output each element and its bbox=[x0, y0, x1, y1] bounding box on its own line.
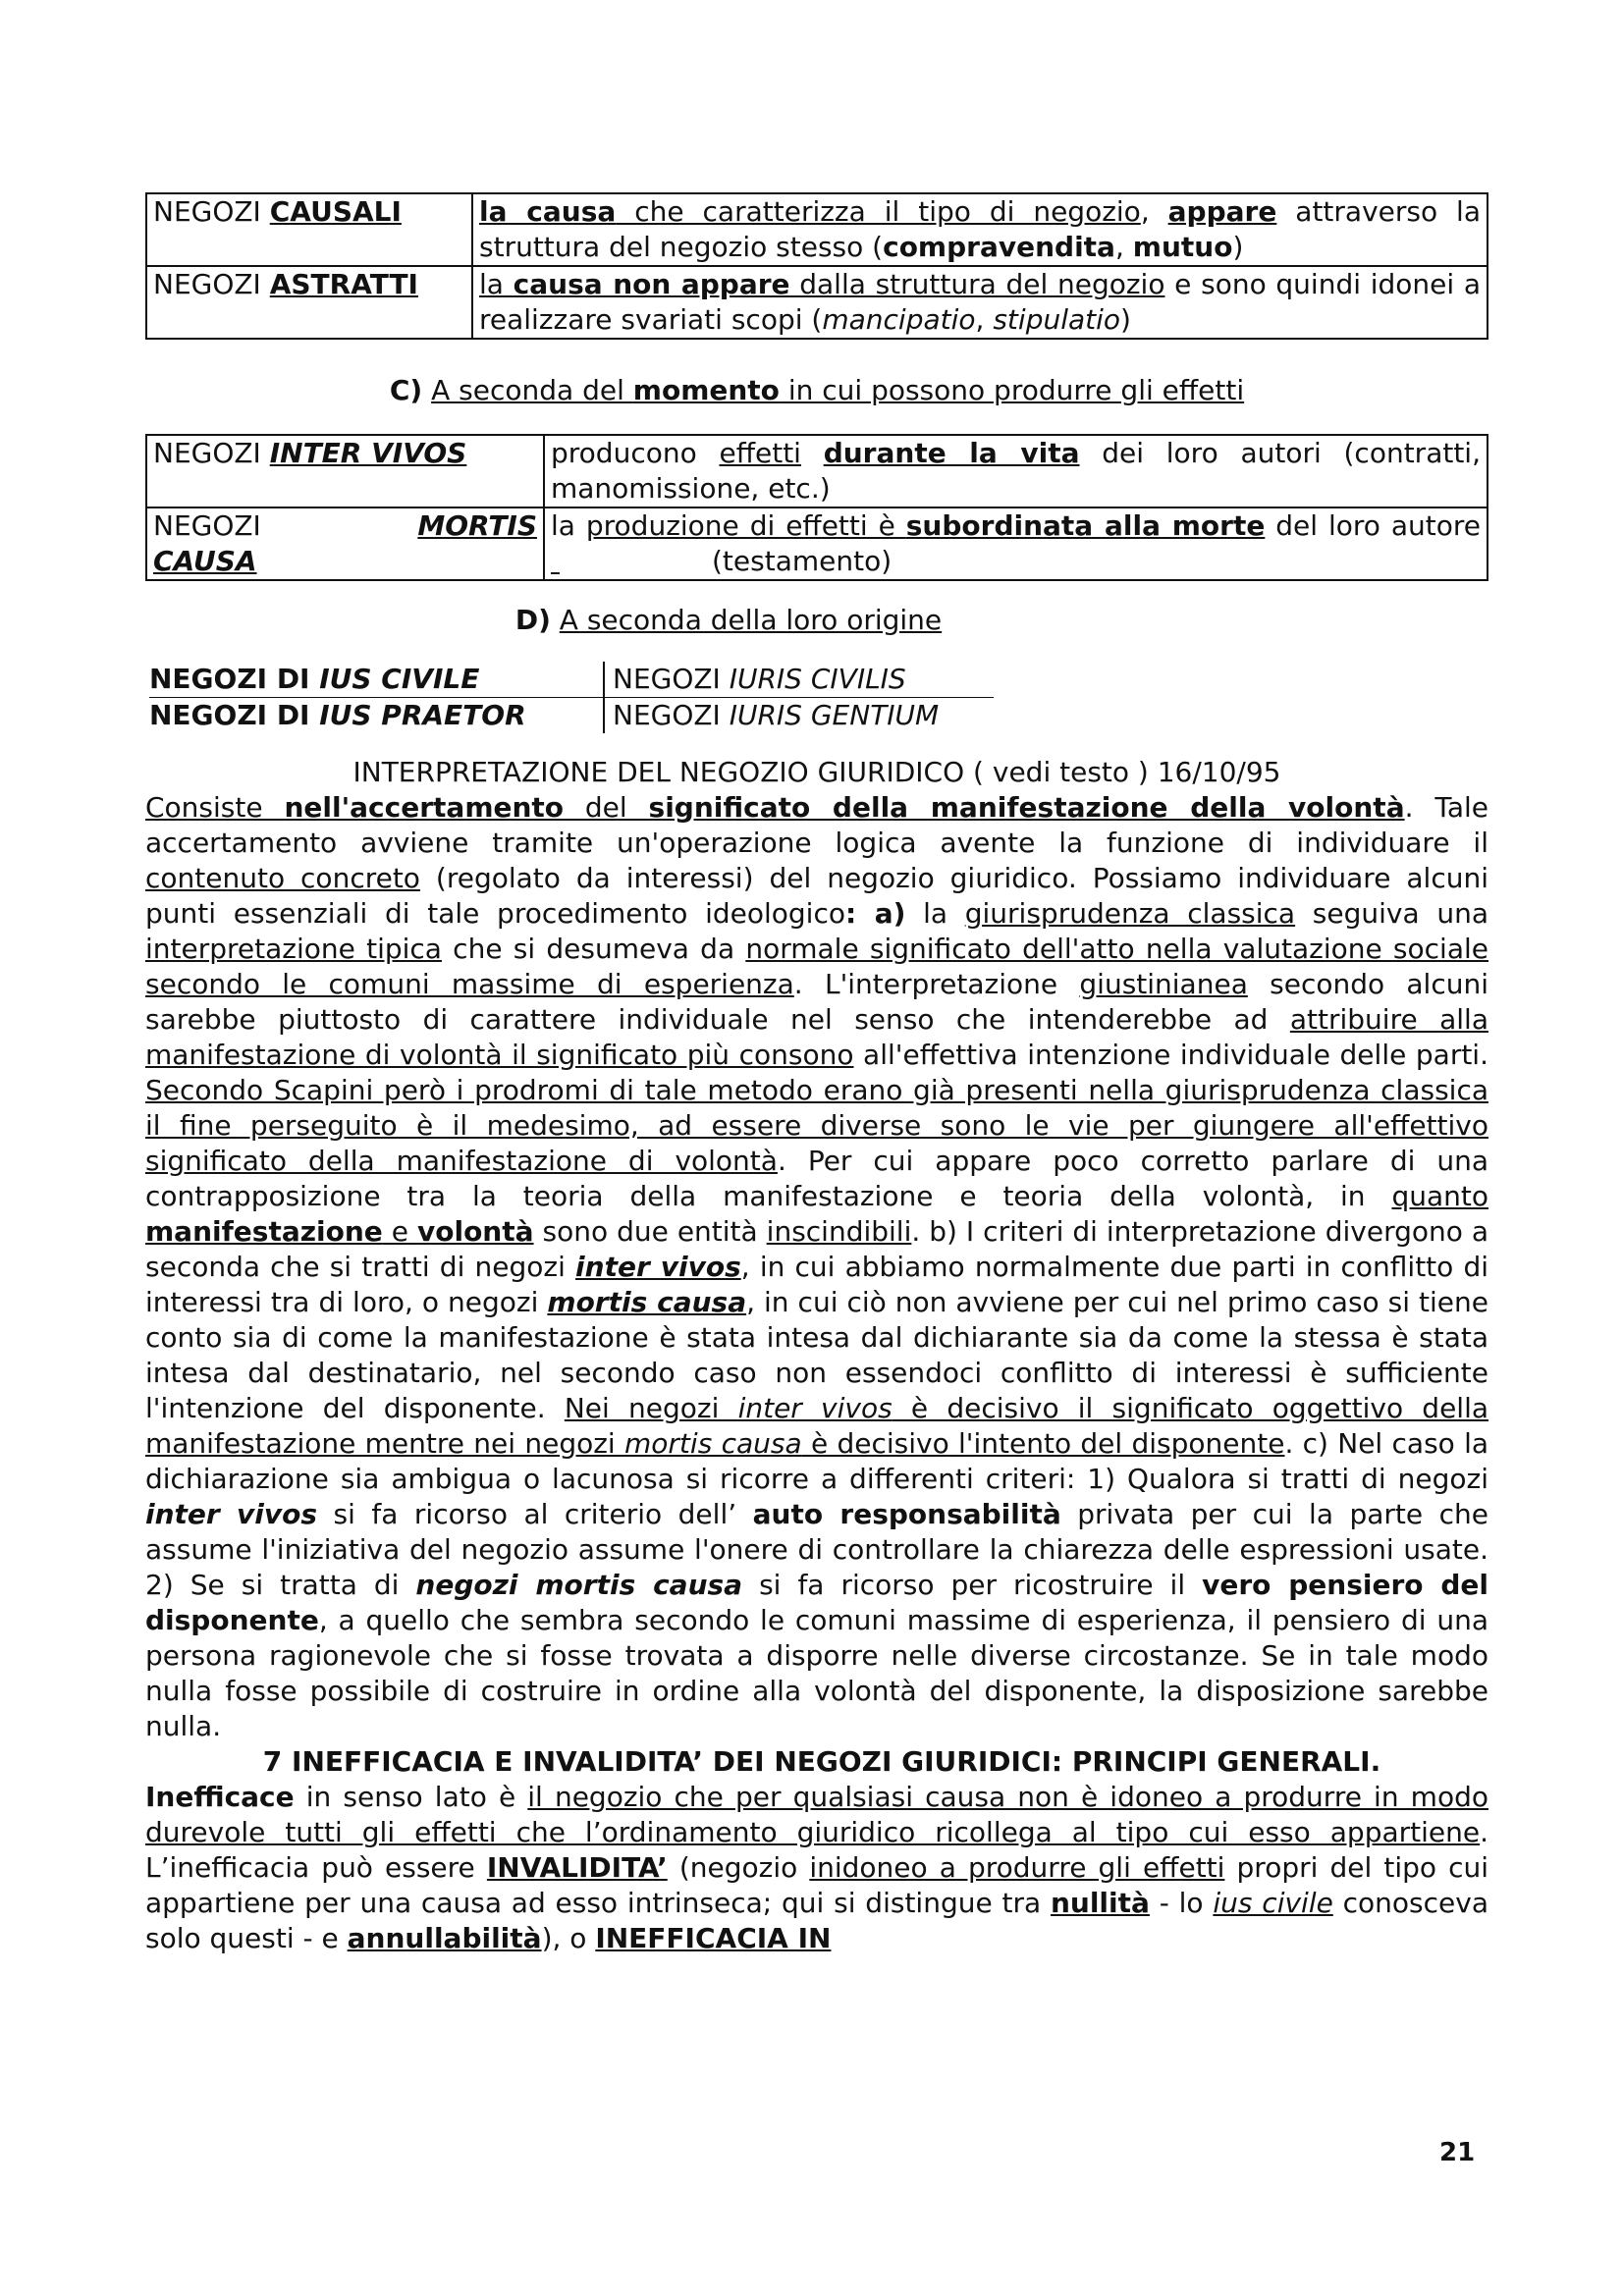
page-content bbox=[145, 192, 1488, 1956]
origin-right: NEGOZI IURIS GENTIUM bbox=[603, 698, 994, 733]
table-inter-vivos-mortis-causa bbox=[145, 434, 1488, 581]
origin-right: NEGOZI IURIS CIVILIS bbox=[603, 662, 994, 698]
row-description: la produzione di effetti è subordinata alla morte del loro autore (testamento) bbox=[544, 507, 1488, 580]
table-row bbox=[146, 193, 1488, 266]
table-row bbox=[146, 435, 1488, 507]
origin-left: NEGOZI DI IUS CIVILE bbox=[149, 662, 603, 698]
table-row bbox=[146, 507, 1488, 580]
table-causal-abstract bbox=[145, 192, 1488, 340]
section-7-title: 7 INEFFICACIA E INVALIDITA’ DEI NEGOZI GIURIDICI: PRINCIPI GENERALI. bbox=[262, 1745, 1381, 1778]
row-description: la causa che caratterizza il tipo di negozio, appare attraverso la struttura del negozio stesso (compravendita, mutuo) bbox=[472, 193, 1488, 266]
row-label: NEGOZI MORTIS CAUSA bbox=[146, 507, 544, 580]
heading-d: D) A seconda della loro origine bbox=[514, 604, 943, 636]
row-label: NEGOZI CAUSALI bbox=[146, 193, 472, 266]
row-description: producono effetti durante la vita dei loro autori (contratti, manomissione, etc.) bbox=[544, 435, 1488, 507]
table-row bbox=[149, 662, 1488, 698]
origin-left: NEGOZI DI IUS PRAETOR bbox=[149, 699, 526, 731]
origin-table bbox=[149, 662, 1488, 733]
table-row bbox=[149, 698, 1488, 733]
heading-c: C) A seconda del momento in cui possono produrre gli effetti bbox=[389, 374, 1245, 406]
page-number: 21 bbox=[1439, 2138, 1476, 2167]
interpretation-paragraph: Consiste nell'accertamento del significato della manifestazione della volontà. Tale accertamento avviene tramite un'operazione logica avente la funzione di individuare il contenuto concreto (regolato da interessi) del negozio giuridico. Possiamo individuare alcuni punti essenziali di tale procedimento ideologico: a) la giurisprudenza classica seguiva una interpretazione tipica che si desumeva da normale significato dell'atto nella valutazione sociale secondo le comuni massime di esperienza. L'interpretazione giustinianea secondo alcuni sarebbe piuttosto di carattere individuale nel senso che intenderebbe ad attribuire alla manifestazione di volontà il significato più consono all'effettiva intenzione individuale delle parti. Secondo Scapini però i prodromi di tale metodo erano già presenti nella giurisprudenza classica il fine perseguito è il medesimo, ad essere diverse sono le vie per giungere all'effettivo significato della manifestazione di volontà. Per cui appare poco corretto parlare di una contrapposizione tra la teoria della manifestazione e teoria della volontà, in quanto manifestazione e volontà sono due entità inscindibili. b) I criteri di interpretazione divergono a seconda che si tratti di negozi inter vivos, in cui abbiamo normalmente due parti in conflitto di interessi tra di loro, o negozi mortis causa, in cui ciò non avviene per cui nel primo caso si tiene conto sia di come la manifestazione è stata intesa dal dichiarante sia da come la stessa è stata intesa dal destinatario, nel secondo caso non essendoci conflitto di interessi è sufficiente l'intenzione del disponente. Nei negozi inter vivos è decisivo il significato oggettivo della manifestazione mentre nei negozi mortis causa è decisivo l'intento del disponente. c) Nel caso la dichiarazione sia ambigua o lacunosa si ricorre a differenti criteri: 1) Qualora si tratti di negozi inter vivos si fa ricorso al criterio dell’ auto responsabilità privata per cui la parte che assume l'iniziativa del negozio assume l'onere di controllare la chiarezza delle espressioni usate. 2) Se si tratta di negozi mortis causa si fa ricorso per ricostruire il vero pensiero del disponente, a quello che sembra secondo le comuni massime di esperienza, il pensiero di una persona ragionevole che si fosse trovata a disporre nelle diverse circostanze. Se in tale modo nulla fosse possibile di costruire in ordine alla volontà del disponente, la disposizione sarebbe nulla. bbox=[145, 791, 1489, 1742]
row-label: NEGOZI ASTRATTI bbox=[146, 266, 472, 339]
table-row bbox=[146, 266, 1488, 339]
inefficacy-paragraph: Inefficace in senso lato è il negozio che per qualsiasi causa non è idoneo a produrre in modo durevole tutti gli effetti che l’ordinamento giuridico ricollega al tipo cui esso appartiene. L’inefficacia può essere INVALIDITA’ (negozio inidoneo a produrre gli effetti propri del tipo cui appartiene per una causa ad esso intrinseca; qui si distingue tra nullità - lo ius civile conosceva solo questi - e annullabilità), o INEFFICACIA IN bbox=[145, 1781, 1489, 1954]
row-label: NEGOZI INTER VIVOS bbox=[146, 435, 544, 507]
row-description: la causa non appare dalla struttura del negozio e sono quindi idonei a realizzare svariati scopi (mancipatio, stipulatio) bbox=[472, 266, 1488, 339]
interpretation-title: INTERPRETAZIONE DEL NEGOZIO GIURIDICO ( vedi testo ) 16/10/95 bbox=[352, 756, 1281, 788]
